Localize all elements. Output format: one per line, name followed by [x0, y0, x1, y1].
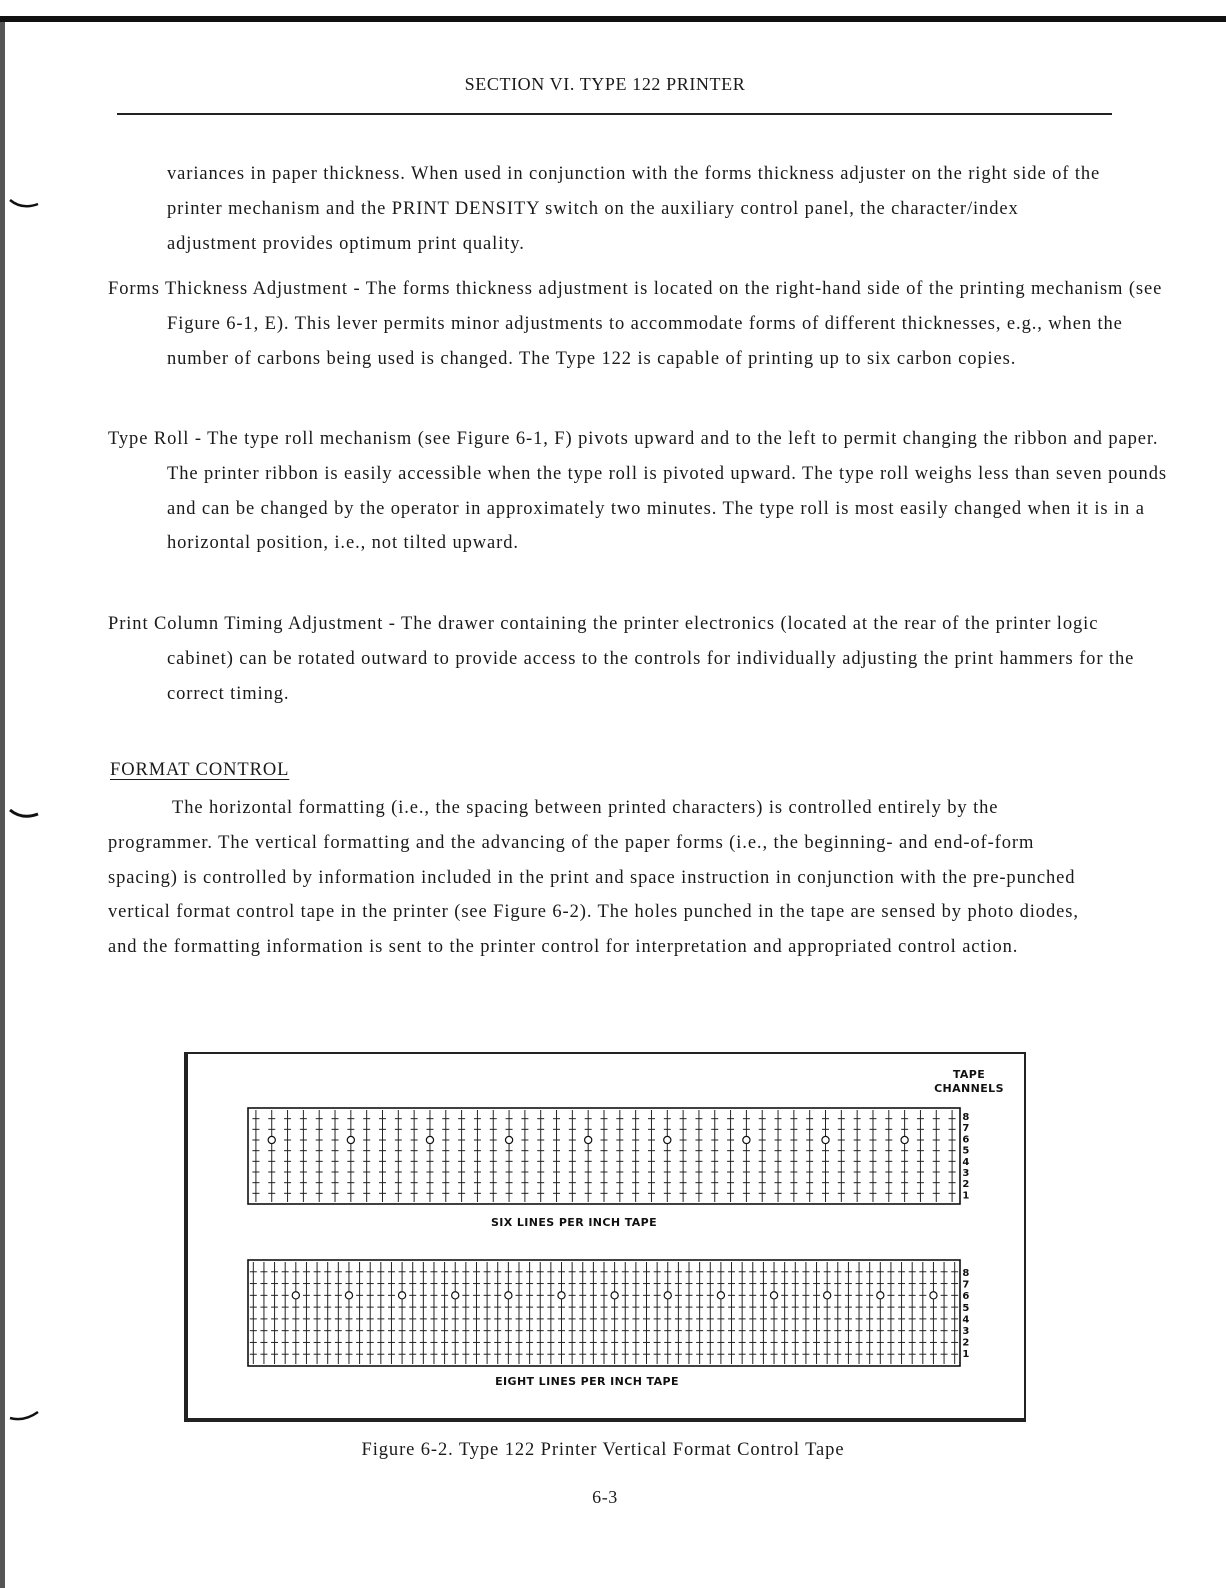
punched-hole: [345, 1292, 352, 1299]
channel-number: 4: [962, 1156, 970, 1168]
punched-hole: [664, 1292, 671, 1299]
eight-lines-tape-label: EIGHT LINES PER INCH TAPE: [495, 1375, 679, 1388]
channel-number: 1: [962, 1349, 970, 1361]
channel-number: 7: [962, 1279, 970, 1291]
punched-hole: [717, 1292, 724, 1299]
top-border-rule: [0, 16, 1226, 22]
paragraph-format-control: The horizontal formatting (i.e., the spacing between printed characters) is controlled entirely by the programmer. The vertical formatting and the advancing of the paper forms (i.e., the beginning- and end-of-form spacing) is controlled by information included in the print and space instruction in conjunction with the pre-punched vertical format control tape in the printer (see Figure 6-2). The holes punched in the tape are sensed by photo diodes, and the formatting information is sent to the printer control for interpretation and appropriated control action.: [108, 798, 1079, 958]
channel-numbers-eight: [962, 1268, 969, 1360]
punched-hole: [877, 1292, 884, 1299]
six-lines-per-inch-tape: [248, 1108, 960, 1204]
punched-hole: [743, 1136, 750, 1143]
punched-hole: [268, 1136, 275, 1143]
paragraph-continuation: variances in paper thickness. When used in conjunction with the forms thickness adjuster on the right side of the printer mechanism and the PRINT DENSITY switch on the auxiliary control panel, the character/index adjustment provides optimum print quality.: [167, 164, 1101, 254]
punched-hole: [558, 1292, 565, 1299]
margin-mark: [8, 806, 40, 820]
punched-hole: [770, 1292, 777, 1299]
channel-number: 8: [962, 1112, 970, 1123]
channel-number: 5: [962, 1302, 970, 1314]
channel-numbers-six: [962, 1112, 969, 1201]
page-header: SECTION VI. TYPE 122 PRINTER: [464, 74, 746, 94]
paragraph-type-roll: Type Roll - The type roll mechanism (see Figure 6-1, F) pivots upward and to the left to permit changing the ribbon and paper. The printer ribbon is easily accessible when the type roll is pivoted upward. The type roll weighs less than seven pounds and can be changed by the operator in approximately two minutes. The type roll is most easily changed when it is in a horizontal position, i.e., not tilted upward.: [108, 429, 1167, 554]
channel-number: 6: [962, 1134, 970, 1146]
channel-number: 7: [962, 1123, 970, 1135]
tape-channels-label: CHANNELS: [934, 1082, 1004, 1095]
six-lines-tape-label: SIX LINES PER INCH TAPE: [490, 1216, 658, 1229]
punched-hole: [426, 1136, 433, 1143]
section-heading-format-control: FORMAT CONTROL: [110, 760, 290, 780]
punched-hole: [398, 1292, 405, 1299]
scan-left-edge: [0, 22, 5, 1588]
punched-hole: [822, 1136, 829, 1143]
punched-hole: [452, 1292, 459, 1299]
paragraph-forms-thickness: Forms Thickness Adjustment - The forms thickness adjustment is located on the right-hand side of the printing mechanism (see Figure 6-1, E). This lever permits minor adjustments to accommodate forms of different thicknesses, e.g., when the number of carbons being used is changed. The Type 122 is capable of printing up to six carbon copies.: [108, 279, 1163, 369]
channel-number: 1: [962, 1190, 970, 1202]
channel-number: 2: [962, 1337, 970, 1349]
channel-number: 5: [962, 1145, 970, 1157]
punched-hole: [930, 1292, 937, 1299]
channel-number: 6: [962, 1291, 970, 1303]
channel-number: 8: [962, 1268, 970, 1279]
tape-channels-label: TAPE: [952, 1068, 986, 1081]
punched-hole: [505, 1136, 512, 1143]
margin-mark: [8, 196, 40, 210]
punched-hole: [901, 1136, 908, 1143]
vertical-format-tape-diagram: [188, 1054, 1024, 1418]
figure-6-2-box: [184, 1052, 1026, 1422]
punched-hole: [824, 1292, 831, 1299]
punched-hole: [611, 1292, 618, 1299]
punched-hole: [664, 1136, 671, 1143]
channel-number: 4: [962, 1314, 970, 1326]
channel-number: 3: [962, 1326, 970, 1337]
paragraph-print-column-timing: Print Column Timing Adjustment - The drawer containing the printer electronics (located at the rear of the printer logic cabinet) can be rotated outward to provide access to the controls for individually adjusting the print hammers for the correct timing.: [108, 614, 1135, 704]
punched-hole: [347, 1136, 354, 1143]
channel-number: 3: [962, 1168, 970, 1179]
figure-caption: Figure 6-2. Type 122 Printer Vertical Format Control Tape: [361, 1440, 845, 1460]
eight-lines-per-inch-tape: [248, 1260, 960, 1366]
margin-mark: [8, 1410, 40, 1424]
punched-hole: [292, 1292, 299, 1299]
punched-hole: [585, 1136, 592, 1143]
page-number: 6-3: [592, 1487, 618, 1507]
channel-number: 2: [962, 1179, 970, 1191]
header-rule: [117, 113, 1112, 115]
punched-hole: [505, 1292, 512, 1299]
